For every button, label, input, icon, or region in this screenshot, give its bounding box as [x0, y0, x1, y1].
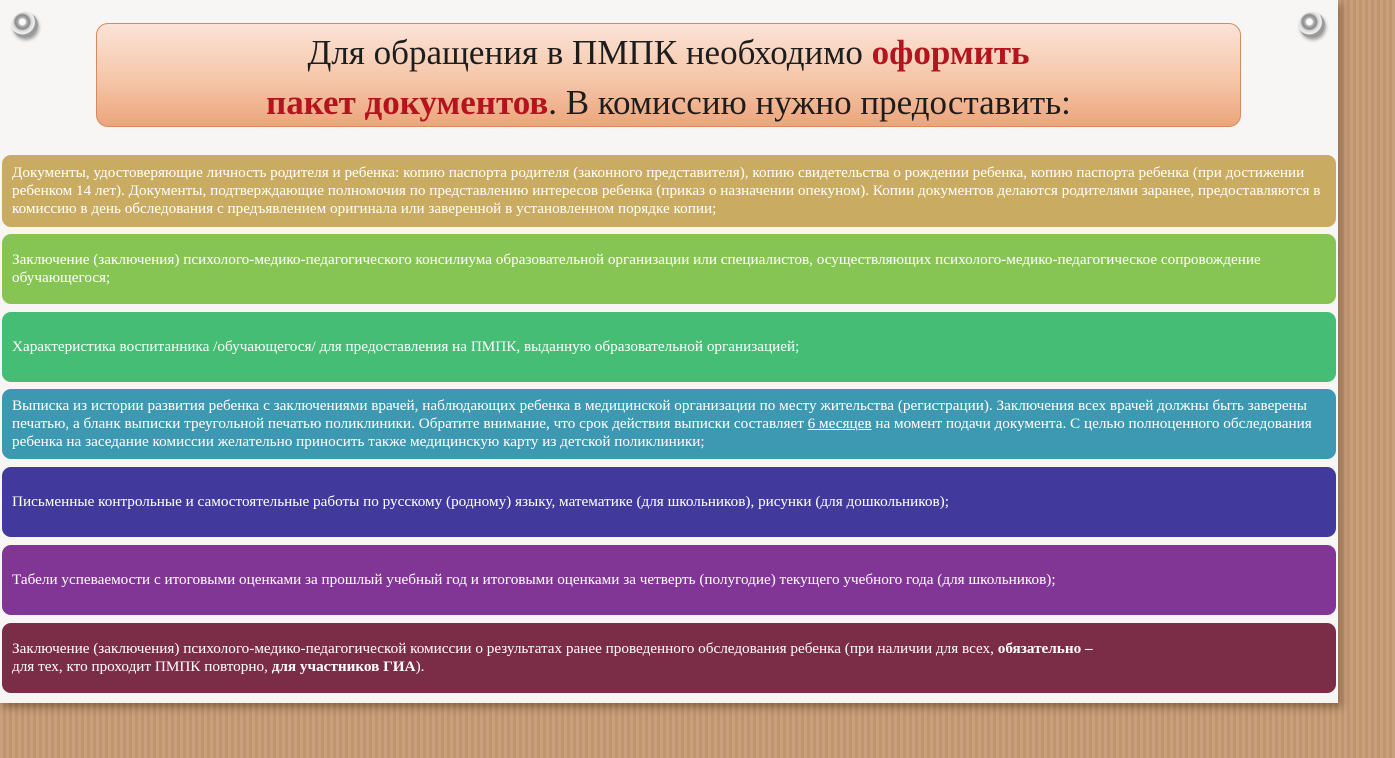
list-item-pmpk-commission-conclusion — [2, 623, 1336, 693]
list-item-text: Характеристика воспитанника /обучающегося/ для предоставления на ПМПК, выданную образовательной организацией; — [12, 338, 800, 355]
list-item-written-works — [2, 467, 1336, 537]
list-item-pmpk-council-conclusion — [2, 234, 1336, 304]
list-item-student-characteristic — [2, 312, 1336, 382]
validity-period: 6 месяцев — [807, 415, 872, 432]
title-text: Для обращения в ПМПК необходимо — [307, 33, 872, 72]
title-text: . В комиссию нужно предоставить: — [548, 83, 1071, 122]
list-item-text: Документы, удостоверяющие личность родителя и ребенка: копию паспорта родителя (законного представителя), копию свидетельства о рождении ребенка, копию паспорта ребенка (при достижении ребенком 14 лет). Документы, подтверждающие полномочия по представлению интересов ребенка (приказ о назначении опекуном). Копии документов делаются родителями заранее, предоставляются в комиссию в день обследования с предъявлением оригинала или заверенной в установленном порядке копии; — [12, 164, 1321, 217]
list-item-text: Заключение (заключения) психолого-медико-педагогического консилиума образовательной организации или специалистов, осуществляющих психолого-медико-педагогическое сопровождение обучающегося; — [12, 251, 1261, 286]
list-item-report-cards — [2, 545, 1336, 615]
pushpin-icon — [1299, 12, 1325, 38]
emphasis-text: обязательно – — [997, 640, 1093, 657]
pushpin-icon — [12, 12, 38, 38]
list-item-text: Письменные контрольные и самостоятельные работы по русскому (родному) языку, математике (для школьников), рисунки (для дошкольников); — [12, 493, 949, 510]
emphasis-text: для участников ГИА — [271, 658, 416, 675]
list-item-text: Выписка из истории развития ребенка с заключениями врачей, наблюдающих ребенка в медицинской организации по месту жительства (регистрации). Заключения всех врачей должны быть заверены печатью, а бланк выписки треугольной печатью поликлиники. Обратите внимание, что срок действия выписки составляет 6 месяцев на момент подачи документа. С целью полноценного обследования ребенка на заседание комиссии желательно приносить также медицинскую карту из детской поликлиники; — [12, 397, 1312, 450]
list-item-text: Заключение (заключения) психолого-медико-педагогической комиссии о результатах ранее проведенного обследования ребенка (при наличии для всех, обязательно – для тех, кто проходит ПМПК повторно, для участников ГИА). — [12, 640, 1093, 675]
list-item-medical-extract — [2, 389, 1336, 459]
title-highlight: пакет документов — [266, 83, 549, 122]
list-item-identity-documents — [2, 155, 1336, 227]
list-item-text: Табели успеваемости с итоговыми оценками за прошлый учебный год и итоговыми оценками за четверть (полугодие) текущего учебного года (для школьников); — [12, 571, 1056, 588]
title-highlight: оформить — [871, 33, 1030, 72]
slide-title — [96, 23, 1241, 127]
